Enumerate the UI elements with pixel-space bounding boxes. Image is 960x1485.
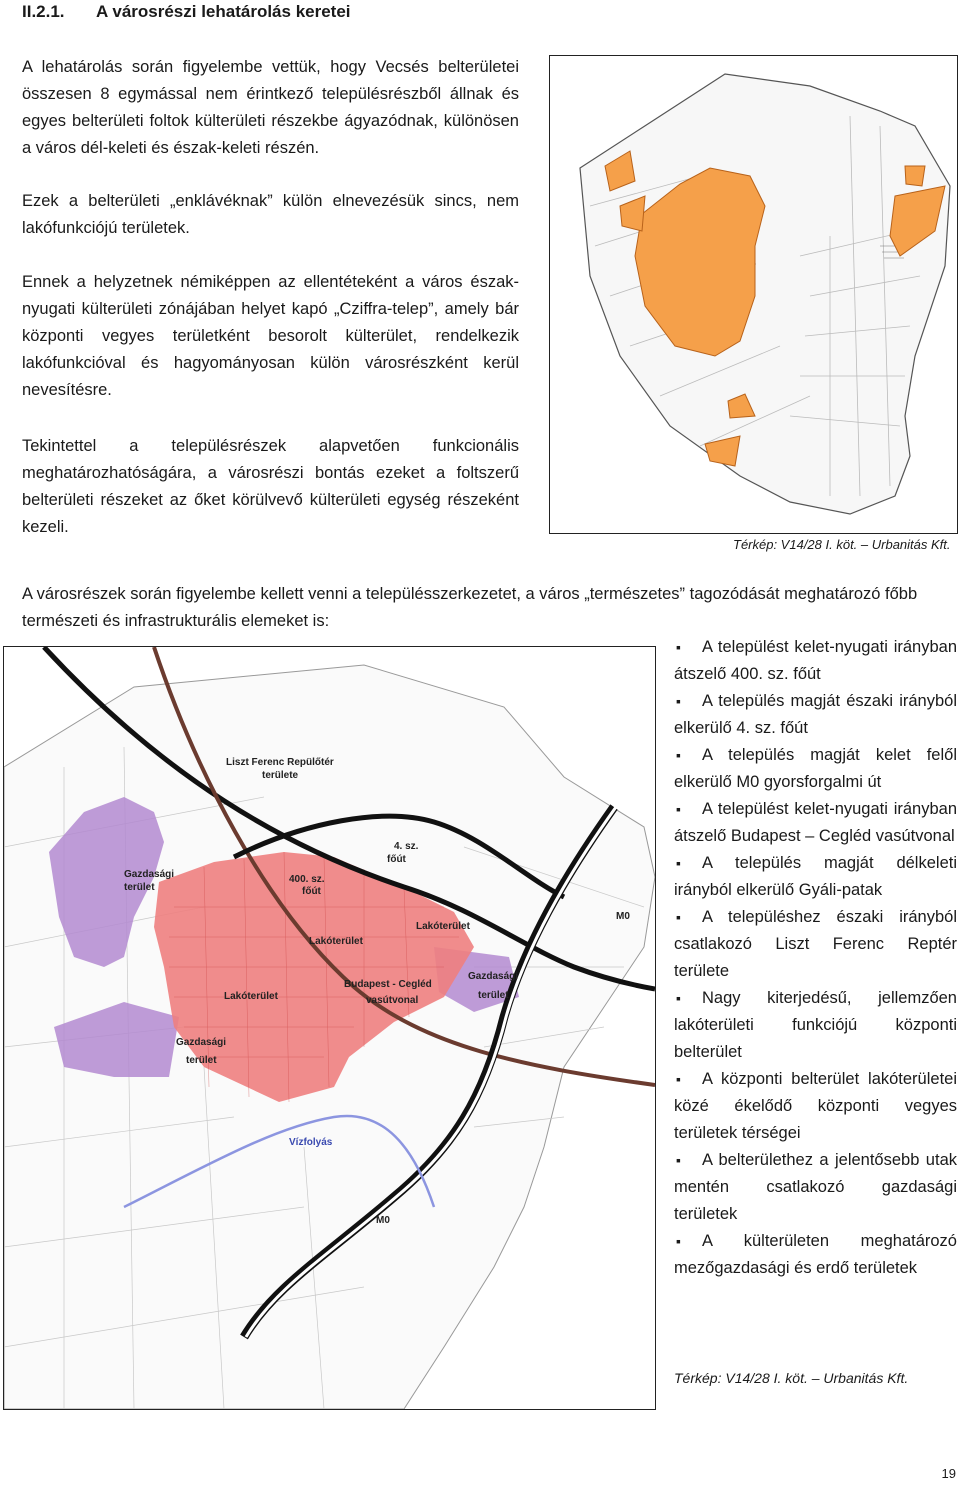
infrastructure-list <box>674 634 957 1282</box>
list-item: ▪ A település magját délkeleti irányból elkerülő Gyáli-patak <box>674 850 957 904</box>
label-stream: Vízfolyás <box>289 1137 333 1148</box>
label-gazd-e-2: terület <box>478 990 509 1001</box>
list-item: ▪ A külterületen meghatározó mezőgazdasági és erdő területek <box>674 1228 957 1282</box>
label-road400-1: 400. sz. <box>289 874 325 885</box>
intro-paragraph: A városrészek során figyelembe kellett venni a településszerkezetet, a város „természetes” tagozódását meghatározó főbb természeti és infrastrukturális elemeket is: <box>22 585 918 630</box>
section-number: II.2.1. <box>22 2 65 21</box>
label-lako-west: Lakóterület <box>224 991 278 1002</box>
map1-drawing <box>550 56 957 533</box>
label-railway-2: vasútvonal <box>366 995 419 1006</box>
label-gazd-e-1: Gazdasági <box>468 971 519 982</box>
list-item: ▪ A település magját északi irányból elkerülő 4. sz. főút <box>674 688 957 742</box>
map2-drawing <box>4 647 655 1409</box>
label-m0-south: M0 <box>376 1215 390 1226</box>
list-item: ▪ A településhez északi irányból csatlakozó Liszt Ferenc Reptér területe <box>674 904 957 985</box>
section-heading <box>22 2 351 22</box>
list-item: ▪ A település magját kelet felől elkerülő M0 gyorsforgalmi út <box>674 742 957 796</box>
label-road4-2: főút <box>387 854 406 865</box>
label-m0-east: M0 <box>616 911 630 922</box>
paragraph-1: A lehatárolás során figyelembe vettük, hogy Vecsés belterületei összesen 8 egymással nem érintkező településrészből állnak és egyes belterületi foltok külterületi részekbe ágyazódnak, különösen a város dél-keleti és észak-keleti részén. <box>22 58 519 157</box>
paragraph-3: Ennek a helyzetnek némiképpen az ellentéteként a város észak-nyugati külterületi zónájában helyet kapó „Cziffra-telep”, amely bár központi vegyes területként besorolt külterület, rendelkezik lakófunkcióval és hagyományosan külön városrészként kerül nevesítésre. <box>22 273 519 399</box>
map2-caption: Térkép: V14/28 I. köt. – Urbanitás Kft. <box>674 1370 909 1386</box>
label-airport-1: Liszt Ferenc Repülőtér <box>226 757 334 768</box>
label-road400-2: főút <box>302 886 321 897</box>
paragraph-4: Tekintettel a településrészek alapvetően funkcionális meghatározhatóságára, a városrészi bontás ezeket a foltszerű belterületi részeket az őket körülvevő külterületi egység részeként kezeli. <box>22 437 519 536</box>
list-item: ▪ A központi belterület lakóterületei közé ékelődő központi vegyes területek térségei <box>674 1066 957 1147</box>
label-gazd-sw-1: Gazdasági <box>176 1037 227 1048</box>
map1-caption: Térkép: V14/28 I. köt. – Urbanitás Kft. <box>733 537 951 552</box>
page-number: 19 <box>941 1466 956 1481</box>
paragraph-2: Ezek a belterületi „enklávéknak” külön elnevezésük sincs, nem lakófunkciójú területek. <box>22 192 519 237</box>
label-gazd-sw-2: terület <box>186 1055 217 1066</box>
list-item: ▪ Nagy kiterjedésű, jellemzően lakóterületi funkciójú központi belterület <box>674 985 957 1066</box>
list-item: ▪ A települést kelet-nyugati irányban átszelő Budapest – Cegléd vasútvonal <box>674 796 957 850</box>
label-road4-1: 4. sz. <box>394 841 419 852</box>
label-gazd-nw-2: terület <box>124 882 155 893</box>
label-railway-1: Budapest - Cegléd <box>344 979 432 990</box>
label-lako-center: Lakóterület <box>309 936 363 947</box>
list-item: ▪ A belterülethez a jelentősebb utak mentén csatlakozó gazdasági területek <box>674 1147 957 1228</box>
label-airport-2: területe <box>262 770 299 781</box>
label-gazd-nw-1: Gazdasági <box>124 869 175 880</box>
map-structure-elements <box>3 646 656 1410</box>
list-item: ▪ A települést kelet-nyugati irányban átszelő 400. sz. főút <box>674 634 957 688</box>
section-title: A városrészi lehatárolás keretei <box>96 2 351 21</box>
label-lako-east: Lakóterület <box>416 921 470 932</box>
map-vecses-inner-areas <box>549 55 958 534</box>
